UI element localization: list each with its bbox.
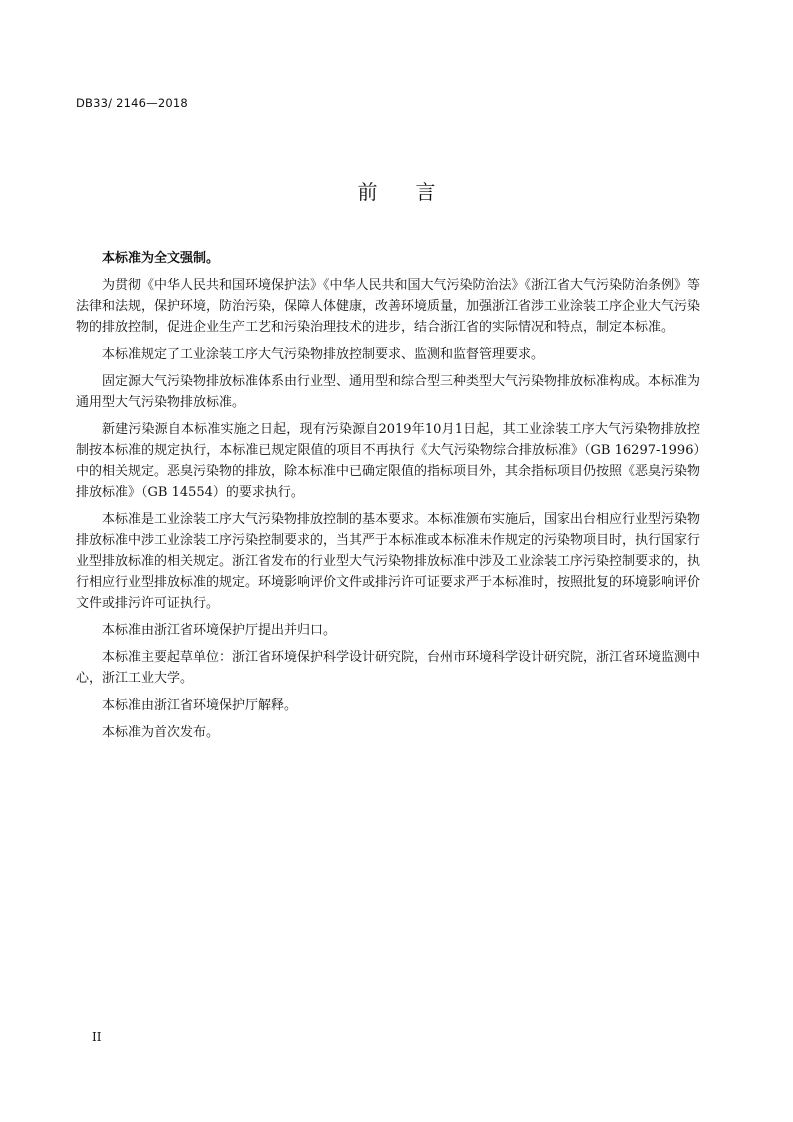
interpretation-paragraph: 本标准由浙江省环境保护厅解释。 bbox=[102, 698, 298, 713]
page-title: 前言 bbox=[357, 180, 474, 204]
page-number: II bbox=[92, 1030, 102, 1044]
mandatory-statement: 本标准为全文强制。 bbox=[102, 251, 220, 266]
purpose-paragraph: 为贯彻《中华人民共和国环境保护法》《中华人民共和国大气污染防治法》《浙江省大气污染防治条例》等法律和法规，保护环境，防治污染，保障人体健康，改善环境质量，加强浙江省涉工业涂装工序企业大气污染物的排放控制，促进企业生产工艺和污染治理技术的进步，结合浙江省的实际情况和特点，制定本标准。 bbox=[76, 278, 701, 335]
relation-paragraph: 本标准是工业涂装工序大气污染物排放控制的基本要求。本标准颁布实施后，国家出台相应行业型污染物排放标准中涉工业涂装工序污染控制要求的，当其严于本标准或本标准未作规定的污染物项目时，执行国家行业型排放标准的相关规定。浙江省发布的行业型大气污染物排放标准中涉及工业涂装工序污染控制要求的，执行相应行业型排放标准的规定。环境影响评价文件或排污许可证要求严于本标准时，按照批复的环境影响评价文件或排污许可证执行。 bbox=[76, 512, 701, 611]
drafters-paragraph: 本标准主要起草单位：浙江省环境保护科学设计研究院，台州市环境科学设计研究院，浙江省环境监测中心，浙江工业大学。 bbox=[76, 650, 701, 686]
standard-number: DB33/ 2146—2018 bbox=[76, 96, 188, 110]
implementation-paragraph: 新建污染源自本标准实施之日起，现有污染源自2019年10月1日起，其工业涂装工序大气污染物排放控制按本标准的规定执行，本标准已规定限值的项目不再执行《大气污染物综合排放标准》（GB 16297-1996）中的相关规定。恶臭污染物的排放，除本标准中已确定限值的指标项目外，其余指标项目仍按照《恶臭污染物排放标准》（GB 14554）的要求执行。 bbox=[76, 422, 701, 500]
standard-system-paragraph: 固定源大气污染物排放标准体系由行业型、通用型和综合型三种类型大气污染物排放标准构成。本标准为通用型大气污染物排放标准。 bbox=[76, 374, 701, 410]
foreword-body bbox=[76, 248, 700, 749]
proposer-paragraph: 本标准由浙江省环境保护厅提出并归口。 bbox=[102, 623, 337, 638]
scope-paragraph: 本标准规定了工业涂装工序大气污染物排放控制要求、监测和监督管理要求。 bbox=[102, 347, 545, 362]
first-release-paragraph: 本标准为首次发布。 bbox=[102, 725, 220, 740]
